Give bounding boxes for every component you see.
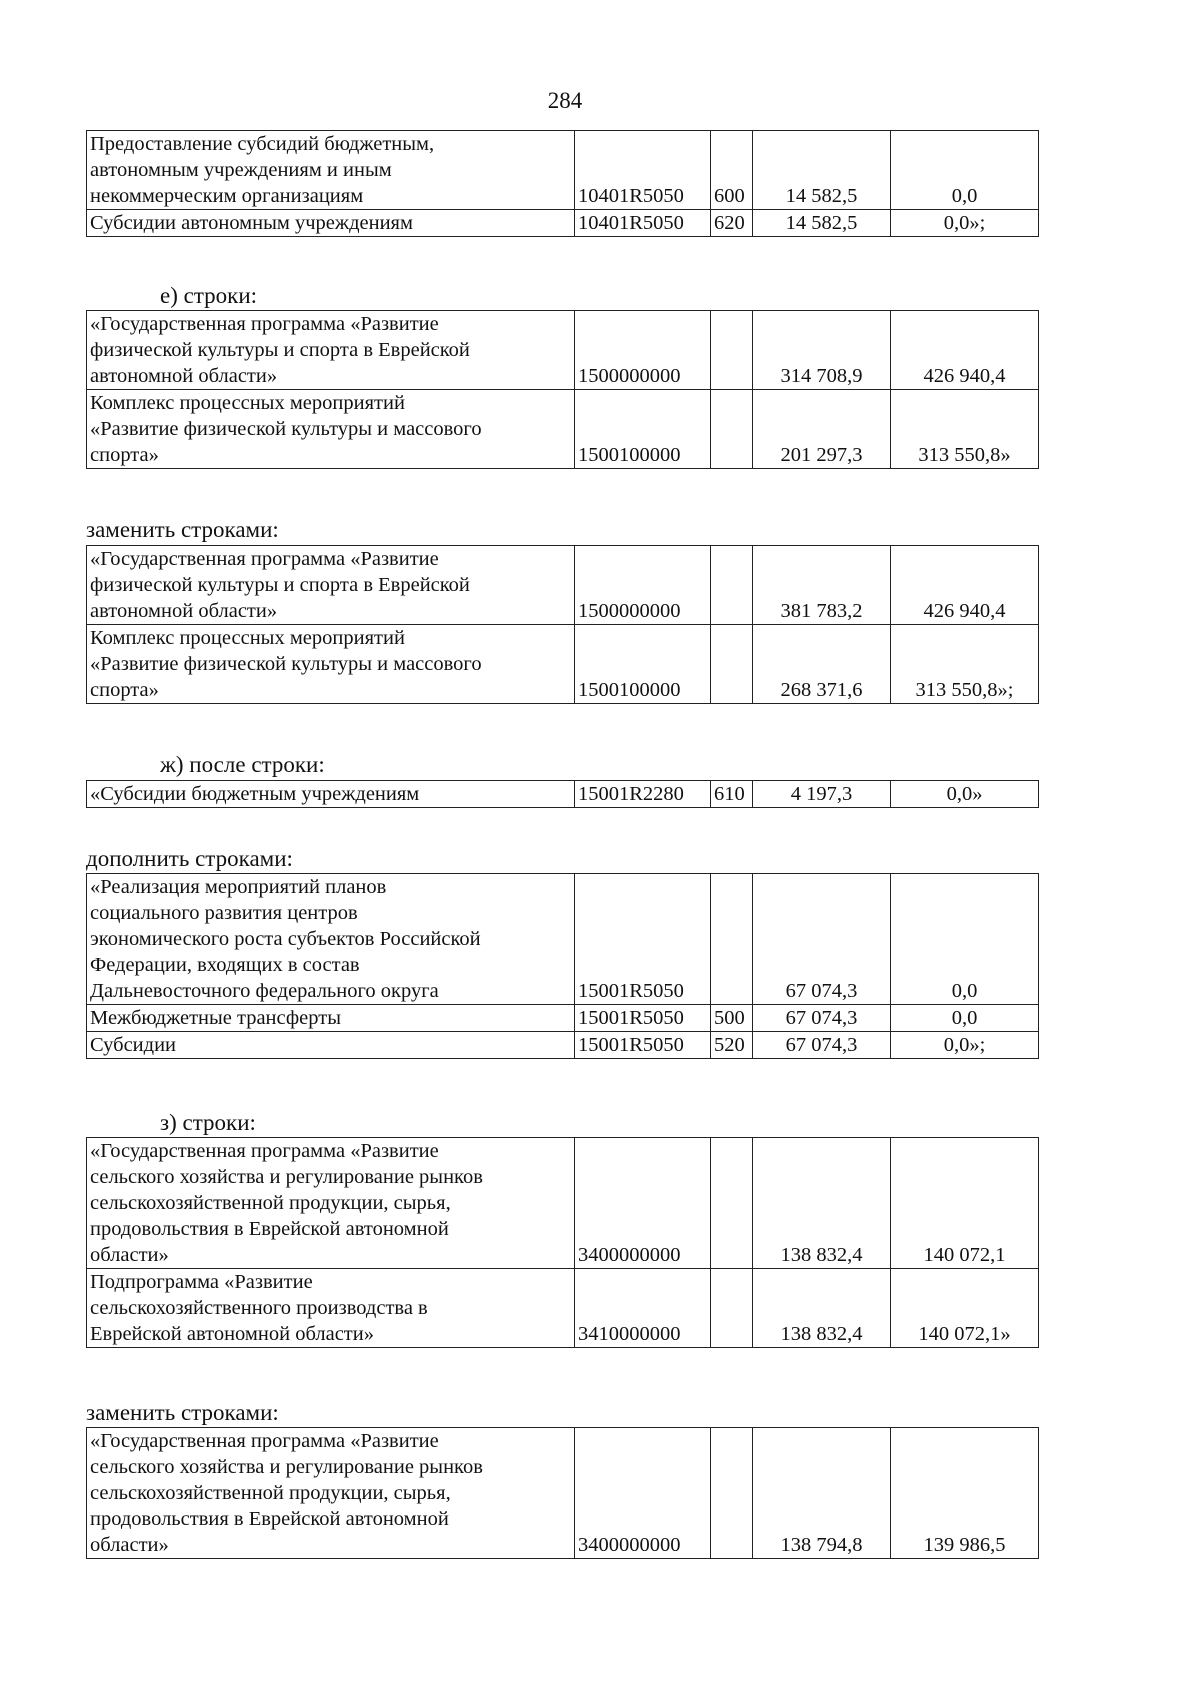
row-value-2: 426 940,4 <box>891 546 1039 625</box>
row-type: 520 <box>711 1032 753 1059</box>
row-value-1: 14 582,5 <box>753 131 891 210</box>
row-type <box>711 874 753 1005</box>
row-type <box>711 1138 753 1269</box>
row-value-2: 313 550,8» <box>891 390 1039 469</box>
row-type <box>711 625 753 704</box>
row-name: «Субсидии бюджетным учреждениям <box>87 781 575 808</box>
row-value-1: 14 582,5 <box>753 210 891 237</box>
row-value-2: 140 072,1 <box>891 1138 1039 1269</box>
row-code: 3400000000 <box>575 1428 711 1559</box>
row-value-2: 0,0» <box>891 781 1039 808</box>
row-value-1: 381 783,2 <box>753 546 891 625</box>
row-value-1: 67 074,3 <box>753 874 891 1005</box>
row-name: «Государственная программа «Развитие физической культуры и спорта в Еврейской автономной области» <box>87 546 575 625</box>
row-value-1: 268 371,6 <box>753 625 891 704</box>
table-replace-1 <box>86 545 1039 704</box>
row-name: «Государственная программа «Развитие физической культуры и спорта в Еврейской автономной области» <box>87 311 575 390</box>
row-type <box>711 546 753 625</box>
section-heading-zh: ж) после строки: <box>160 752 325 777</box>
section-heading-append: дополнить строками: <box>86 846 293 871</box>
table-replace-2 <box>86 1427 1039 1559</box>
table-append <box>86 873 1039 1059</box>
table-row <box>87 1005 1039 1032</box>
row-value-2: 0,0 <box>891 131 1039 210</box>
row-value-1: 4 197,3 <box>753 781 891 808</box>
row-type <box>711 311 753 390</box>
row-name: «Государственная программа «Развитие сельского хозяйства и регулирование рынков сельскохозяйственной продукции, сырья, продовольствия в Еврейской автономной области» <box>87 1138 575 1269</box>
row-code: 15001R2280 <box>575 781 711 808</box>
row-code: 3400000000 <box>575 1138 711 1269</box>
row-name: Комплекс процессных мероприятий «Развитие физической культуры и массового спорта» <box>87 390 575 469</box>
section-heading-replace-2: заменить строками: <box>86 1400 279 1425</box>
row-name: Субсидии автономным учреждениям <box>87 210 575 237</box>
table-row <box>87 311 1039 390</box>
row-code: 1500100000 <box>575 390 711 469</box>
row-value-2: 139 986,5 <box>891 1428 1039 1559</box>
row-code: 15001R5050 <box>575 1032 711 1059</box>
row-type: 600 <box>711 131 753 210</box>
row-name: Субсидии <box>87 1032 575 1059</box>
table-continuation <box>86 130 1039 237</box>
row-value-2: 313 550,8»; <box>891 625 1039 704</box>
row-value-2: 0,0 <box>891 874 1039 1005</box>
row-name: Предоставление субсидий бюджетным, автономным учреждениям и иным некоммерческим организациям <box>87 131 575 210</box>
row-type: 610 <box>711 781 753 808</box>
row-type <box>711 1428 753 1559</box>
table-row <box>87 1032 1039 1059</box>
row-value-2: 140 072,1» <box>891 1269 1039 1348</box>
row-code: 15001R5050 <box>575 874 711 1005</box>
row-type: 620 <box>711 210 753 237</box>
row-code: 10401R5050 <box>575 131 711 210</box>
row-code: 1500100000 <box>575 625 711 704</box>
table-row <box>87 131 1039 210</box>
row-value-2: 0,0 <box>891 1005 1039 1032</box>
table-row <box>87 546 1039 625</box>
row-name: Межбюджетные трансферты <box>87 1005 575 1032</box>
section-heading-e: е) строки: <box>160 283 258 308</box>
row-code: 3410000000 <box>575 1269 711 1348</box>
table-row <box>87 781 1039 808</box>
row-value-1: 67 074,3 <box>753 1032 891 1059</box>
row-code: 10401R5050 <box>575 210 711 237</box>
table-row <box>87 390 1039 469</box>
row-type <box>711 390 753 469</box>
table-row <box>87 210 1039 237</box>
table-row <box>87 874 1039 1005</box>
table-e-rows <box>86 310 1039 469</box>
row-name: Комплекс процессных мероприятий «Развитие физической культуры и массового спорта» <box>87 625 575 704</box>
section-heading-replace-1: заменить строками: <box>86 517 279 542</box>
row-value-2: 0,0»; <box>891 1032 1039 1059</box>
page-number: 284 <box>547 88 583 113</box>
row-value-2: 426 940,4 <box>891 311 1039 390</box>
row-value-1: 138 832,4 <box>753 1269 891 1348</box>
row-code: 1500000000 <box>575 546 711 625</box>
row-value-1: 138 794,8 <box>753 1428 891 1559</box>
row-name: Подпрограмма «Развитие сельскохозяйственного производства в Еврейской автономной области» <box>87 1269 575 1348</box>
table-z-rows <box>86 1137 1039 1348</box>
row-value-1: 201 297,3 <box>753 390 891 469</box>
table-zh-after <box>86 780 1039 808</box>
row-name: «Государственная программа «Развитие сельского хозяйства и регулирование рынков сельскохозяйственной продукции, сырья, продовольствия в Еврейской автономной области» <box>87 1428 575 1559</box>
row-type <box>711 1269 753 1348</box>
row-code: 1500000000 <box>575 311 711 390</box>
row-code: 15001R5050 <box>575 1005 711 1032</box>
row-value-1: 314 708,9 <box>753 311 891 390</box>
row-type: 500 <box>711 1005 753 1032</box>
table-row <box>87 1428 1039 1559</box>
table-row <box>87 625 1039 704</box>
row-name: «Реализация мероприятий планов социального развития центров экономического роста субъектов Российской Федерации, входящих в состав Дальневосточного федерального округа <box>87 874 575 1005</box>
row-value-1: 67 074,3 <box>753 1005 891 1032</box>
row-value-2: 0,0»; <box>891 210 1039 237</box>
section-heading-z: з) строки: <box>160 1110 256 1135</box>
table-row <box>87 1269 1039 1348</box>
table-row <box>87 1138 1039 1269</box>
row-value-1: 138 832,4 <box>753 1138 891 1269</box>
